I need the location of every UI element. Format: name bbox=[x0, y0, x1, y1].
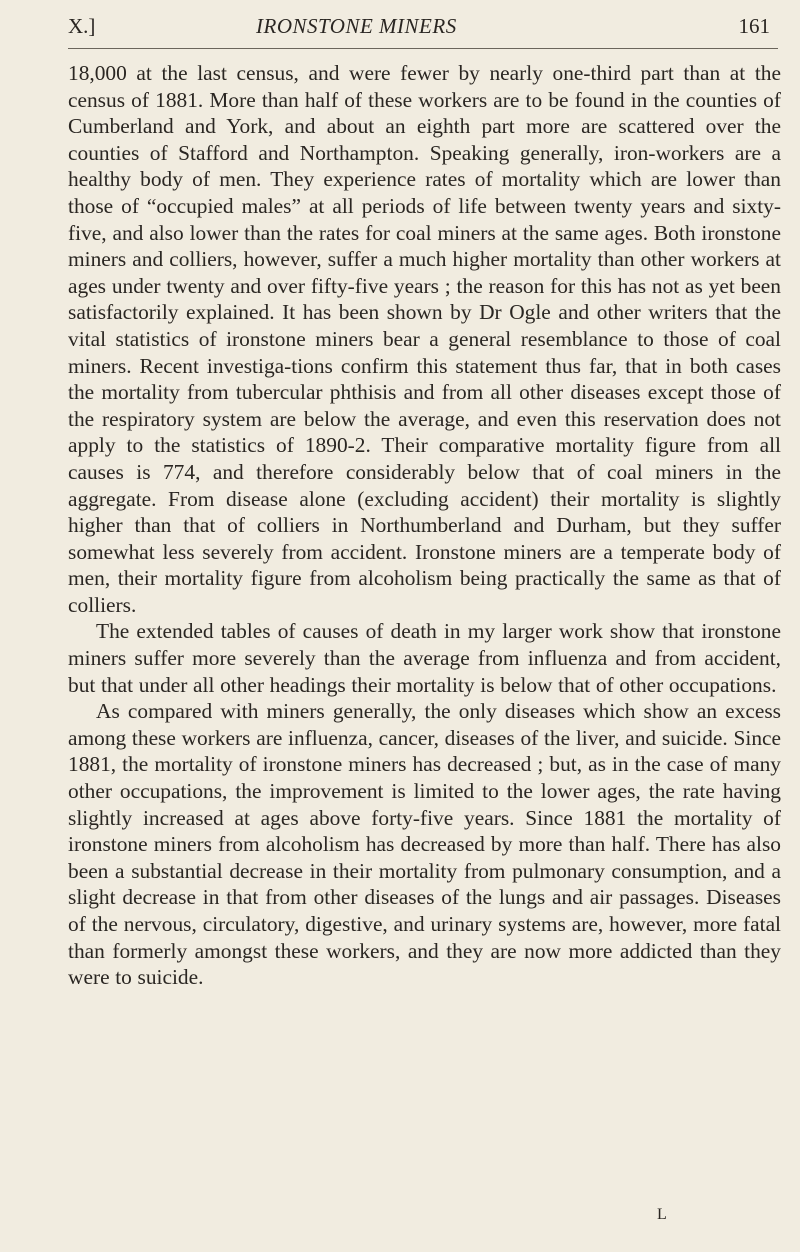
header-rule bbox=[68, 48, 778, 49]
paragraph: As compared with miners generally, the only diseases which show an excess among these workers are influenza, cancer, diseases of the liver, and suicide. Since 1881, the mortality of ironstone miners has decreased ; but, as in the case of many other occupations, the improvement is limited to the lower ages, the rate having slightly increased at ages above forty-five years. Since 1881 the mortality of ironstone miners from alcoholism has decreased by more than half. There has also been a substantial decrease in their mortality from pulmonary consumption, and a slight decrease in that from other diseases of the lungs and air passages. Diseases of the nervous, circulatory, digestive, and urinary systems are, however, more fatal than formerly amongst these workers, and they are now more addicted than they were to suicide. bbox=[68, 699, 781, 990]
running-head bbox=[68, 14, 780, 44]
paragraph: The extended tables of causes of death in my larger work show that ironstone miners suffer more severely than the average from influenza and from accident, but that under all other headings their mortality is below that of other occupations. bbox=[68, 619, 781, 697]
page-number: 161 bbox=[738, 14, 770, 38]
chapter-number: X.] bbox=[68, 14, 96, 38]
signature-mark: L bbox=[657, 1206, 667, 1223]
body-text bbox=[68, 60, 781, 991]
running-title: IRONSTONE MINERS bbox=[256, 14, 457, 38]
paragraph: 18,000 at the last census, and were fewer by nearly one-third part than at the census of 1881. More than half of these workers are to be found in the counties of Cumberland and York, and about an eighth part more are scattered over the counties of Stafford and Northampton. Speaking generally, iron-workers are a healthy body of men. They experience rates of mortality which are lower than those of “occupied males” at all periods of life between twenty years and sixty-five, and also lower than the rates for coal miners at the same ages. Both ironstone miners and colliers, however, suffer a much higher mortality than other workers at ages under twenty and over fifty-five years ; the reason for this has not as yet been satisfactorily explained. It has been shown by Dr Ogle and other writers that the vital statistics of ironstone miners bear a general resemblance to those of coal miners. Recent investiga-tions confirm this statement thus far, that in both cases the mortality from tubercular phthisis and from all other diseases except those of the respiratory system are below the average, and even this reservation does not apply to the statistics of 1890-2. Their comparative mortality figure from all causes is 774, and therefore considerably below that of coal miners in the aggregate. From disease alone (excluding accident) their mortality is slightly higher than that of colliers in Northumberland and Durham, but they suffer somewhat less severely from accident. Ironstone miners are a temperate body of men, their mortality figure from alcoholism being practically the same as that of colliers. bbox=[68, 61, 781, 617]
